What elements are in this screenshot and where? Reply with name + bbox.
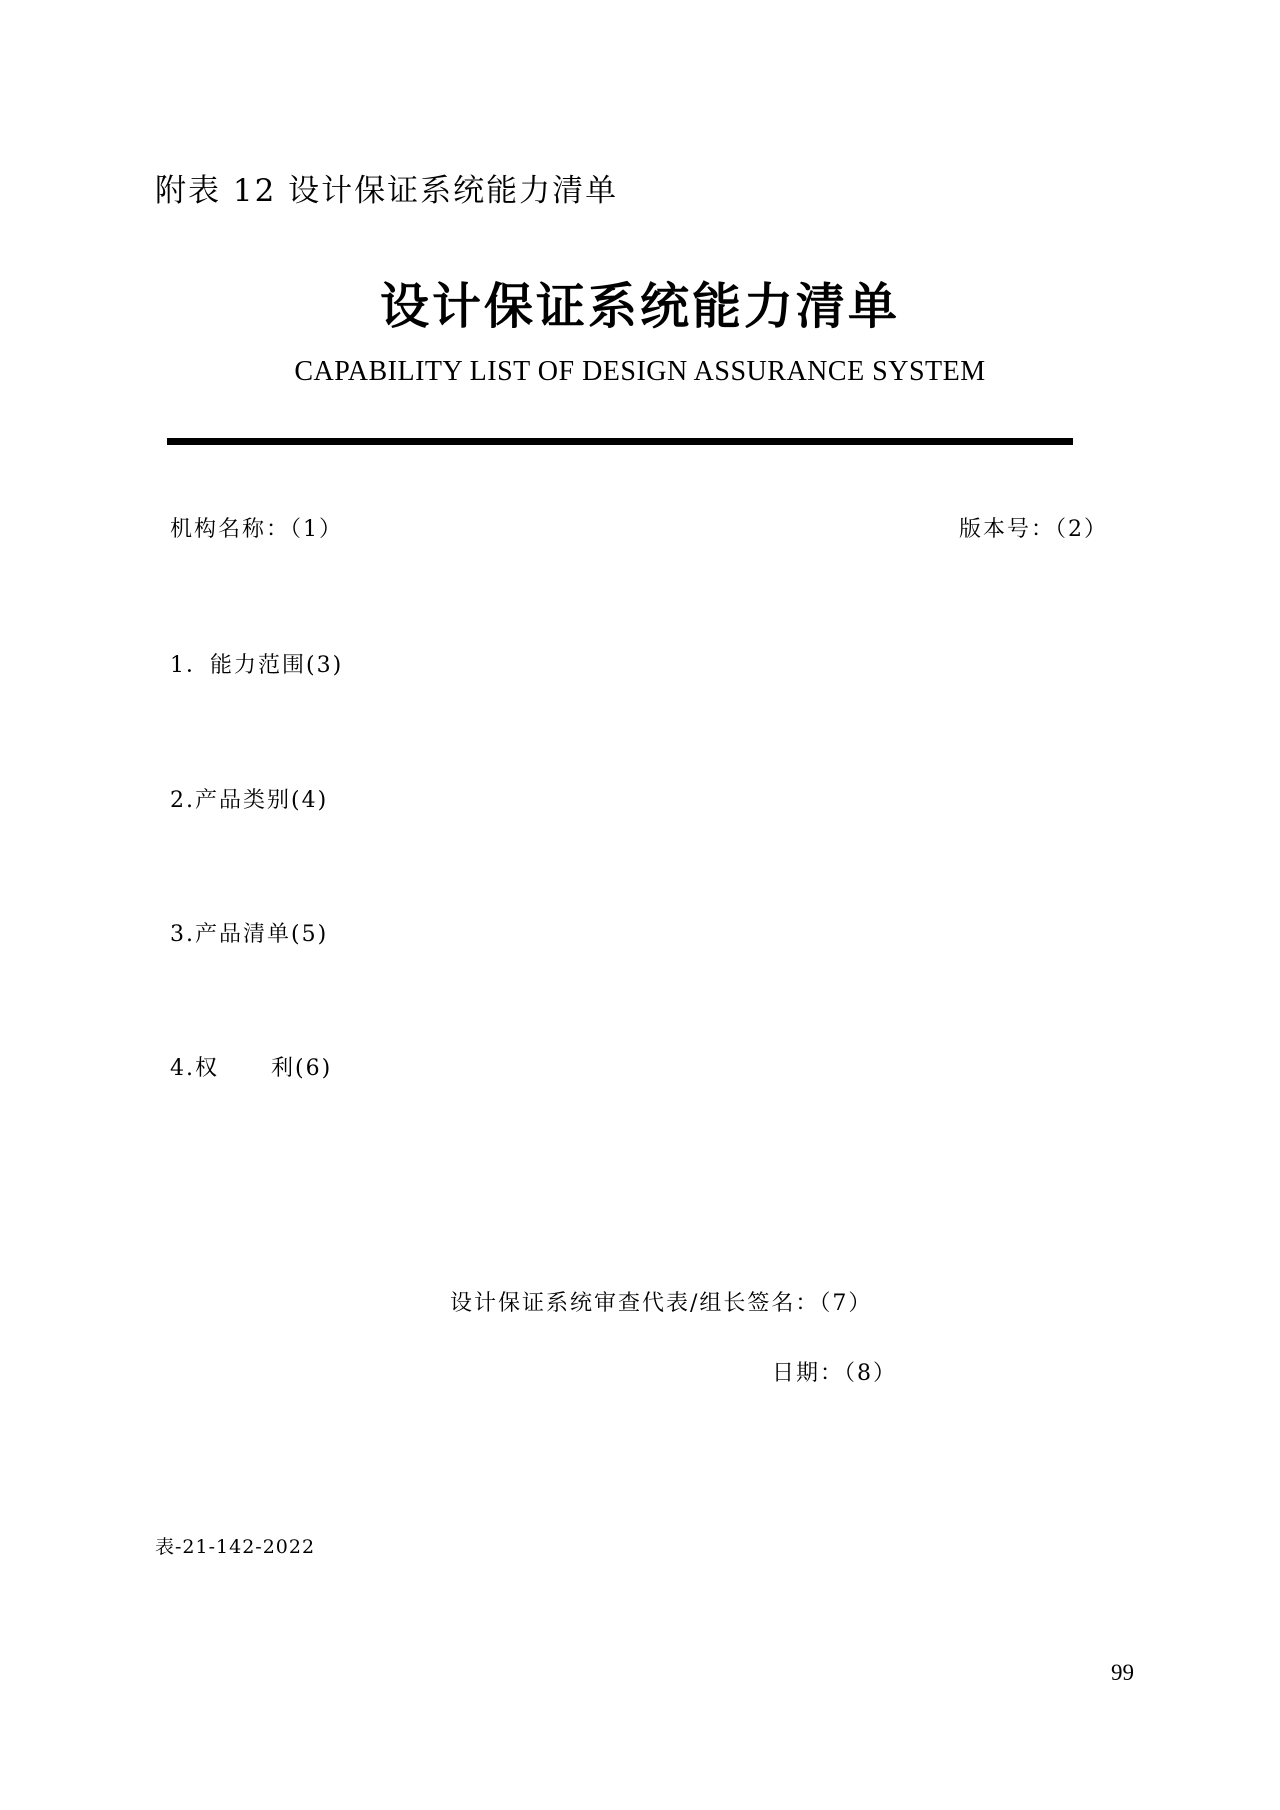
appendix-heading: 附表 12 设计保证系统能力清单	[155, 173, 619, 209]
item-capability-scope: 1．能力范围(3)	[170, 653, 344, 678]
title-divider	[167, 438, 1073, 445]
date-line: 日期：（8）	[772, 1361, 897, 1386]
document-subtitle: CAPABILITY LIST OF DESIGN ASSURANCE SYSTEM	[294, 356, 986, 387]
item-rights-label-start: 4.权	[170, 1056, 219, 1081]
item-product-category: 2.产品类别(4)	[170, 788, 329, 813]
page-number: 99	[1111, 1660, 1134, 1685]
version-number-field: 版本号：（2）	[959, 517, 1108, 542]
document-title: 设计保证系统能力清单	[379, 278, 900, 335]
item-rights	[170, 1051, 332, 1082]
form-number: 表-21-142-2022	[155, 1536, 316, 1558]
item-rights-label-end: 利(6)	[271, 1056, 333, 1081]
signature-line: 设计保证系统审查代表/组长签名：（7）	[450, 1291, 873, 1316]
organization-name-field: 机构名称：（1）	[170, 517, 343, 542]
item-product-list: 3.产品清单(5)	[170, 922, 329, 947]
